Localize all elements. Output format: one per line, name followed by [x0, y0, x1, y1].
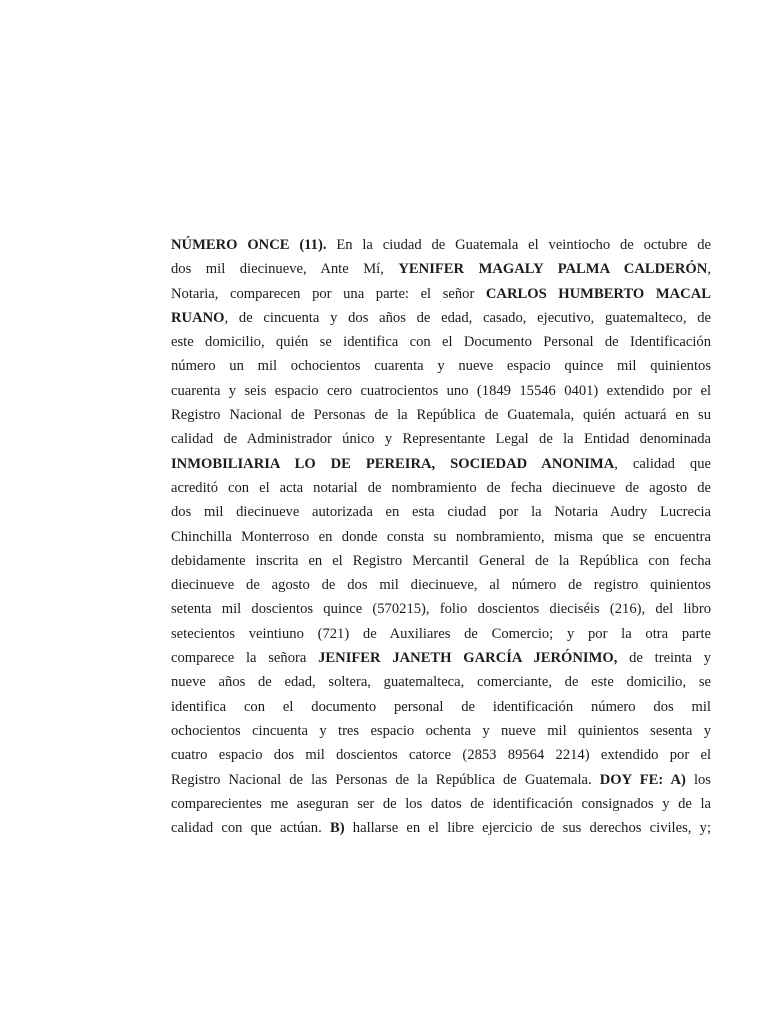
text-segment: los [685, 771, 711, 788]
text-line [171, 330, 711, 354]
text-segment: , calidad que [614, 455, 711, 472]
text-line [171, 622, 711, 646]
text-segment: En la ciudad de Guatemala el veintiocho de octubre de [326, 237, 711, 253]
text-segment: cuatro espacio dos mil doscientos catorce (2853 89564 2214) extendido por el [171, 747, 711, 764]
text-segment: número un mil ochocientos cuarenta y nueve espacio quince mil quinientos [171, 358, 711, 375]
text-segment: cuarenta y seis espacio cero cuatrocientos uno (1849 15546 0401) extendido por el [171, 382, 711, 399]
bold-text-segment: INMOBILIARIA LO DE PEREIRA, SOCIEDAD ANONIMA [171, 455, 615, 472]
bold-text-segment: DOY FE: A) [599, 771, 686, 788]
text-segment: Registro Nacional de las Personas de la República de Guatemala. [171, 771, 600, 788]
text-segment: dos mil diecinueve, Ante Mí, [171, 261, 399, 278]
text-line [171, 792, 711, 816]
bold-text-segment: NÚMERO ONCE (11). [171, 237, 327, 253]
text-line [171, 306, 711, 330]
text-segment: Notaria, comparecen por una parte: el señor [171, 285, 486, 302]
text-line [171, 719, 711, 743]
text-segment: Chinchilla Monterroso en donde consta su nombramiento, misma que se encuentra [171, 528, 711, 545]
bold-text-segment: YENIFER MAGALY PALMA CALDERÓN [398, 261, 708, 278]
text-line [171, 500, 711, 524]
text-segment: acreditó con el acta notarial de nombramiento de fecha diecinueve de agosto de [171, 479, 711, 496]
text-line [171, 427, 711, 451]
text-segment: hallarse en el libre ejercicio de sus derechos civiles, y; [344, 820, 711, 837]
text-line [171, 646, 711, 670]
text-segment: calidad con que actúan. [171, 820, 330, 837]
text-segment: debidamente inscrita en el Registro Mercantil General de la República con fecha [171, 552, 711, 569]
text-line [171, 549, 711, 573]
text-segment: de treinta y [617, 650, 712, 667]
text-line [171, 743, 711, 767]
text-segment: Registro Nacional de Personas de la República de Guatemala, quién actuará en su [171, 407, 711, 424]
text-line [171, 257, 711, 281]
text-segment: ochocientos cincuenta y tres espacio ochenta y nueve mil quinientos sesenta y [171, 722, 711, 739]
bold-text-segment: CARLOS HUMBERTO MACAL [485, 285, 711, 302]
text-segment: dos mil diecinueve autorizada en esta ciudad por la Notaria Audry Lucrecia [171, 504, 711, 521]
text-segment: comparecientes me aseguran ser de los datos de identificación consignados y de la [171, 795, 711, 812]
text-line [171, 282, 711, 306]
text-segment: comparece la señora [171, 650, 319, 667]
text-line [171, 573, 711, 597]
document-body-text [171, 233, 711, 840]
bold-text-segment: JENIFER JANETH GARCÍA JERÓNIMO, [318, 650, 618, 667]
text-segment: este domicilio, quién se identifica con el Documento Personal de Identificación [171, 334, 711, 351]
text-segment: identifica con el documento personal de identificación número dos mil [171, 698, 711, 715]
text-line [171, 476, 711, 500]
bold-text-segment: B) [329, 820, 345, 837]
text-line [171, 525, 711, 549]
text-line [171, 379, 711, 403]
text-segment: , de cincuenta y dos años de edad, casado, ejecutivo, guatemalteco, de [224, 309, 711, 326]
text-line [171, 695, 711, 719]
text-segment: setecientos veintiuno (721) de Auxiliares de Comercio; y por la otra parte [171, 625, 711, 642]
bold-text-segment: RUANO [171, 309, 225, 326]
text-segment: calidad de Administrador único y Representante Legal de la Entidad denominada [171, 431, 711, 448]
text-line [171, 233, 711, 257]
text-segment: nueve años de edad, soltera, guatemalteca, comerciante, de este domicilio, se [171, 674, 711, 691]
text-line [171, 816, 711, 840]
text-line [171, 768, 711, 792]
text-line [171, 597, 711, 621]
text-line [171, 403, 711, 427]
text-line [171, 670, 711, 694]
text-segment: diecinueve de agosto de dos mil diecinueve, al número de registro quinientos [171, 577, 711, 594]
text-segment: , [707, 261, 711, 278]
text-segment: setenta mil doscientos quince (570215), folio doscientos dieciséis (216), del libro [171, 601, 711, 618]
text-line [171, 452, 711, 476]
text-line [171, 354, 711, 378]
